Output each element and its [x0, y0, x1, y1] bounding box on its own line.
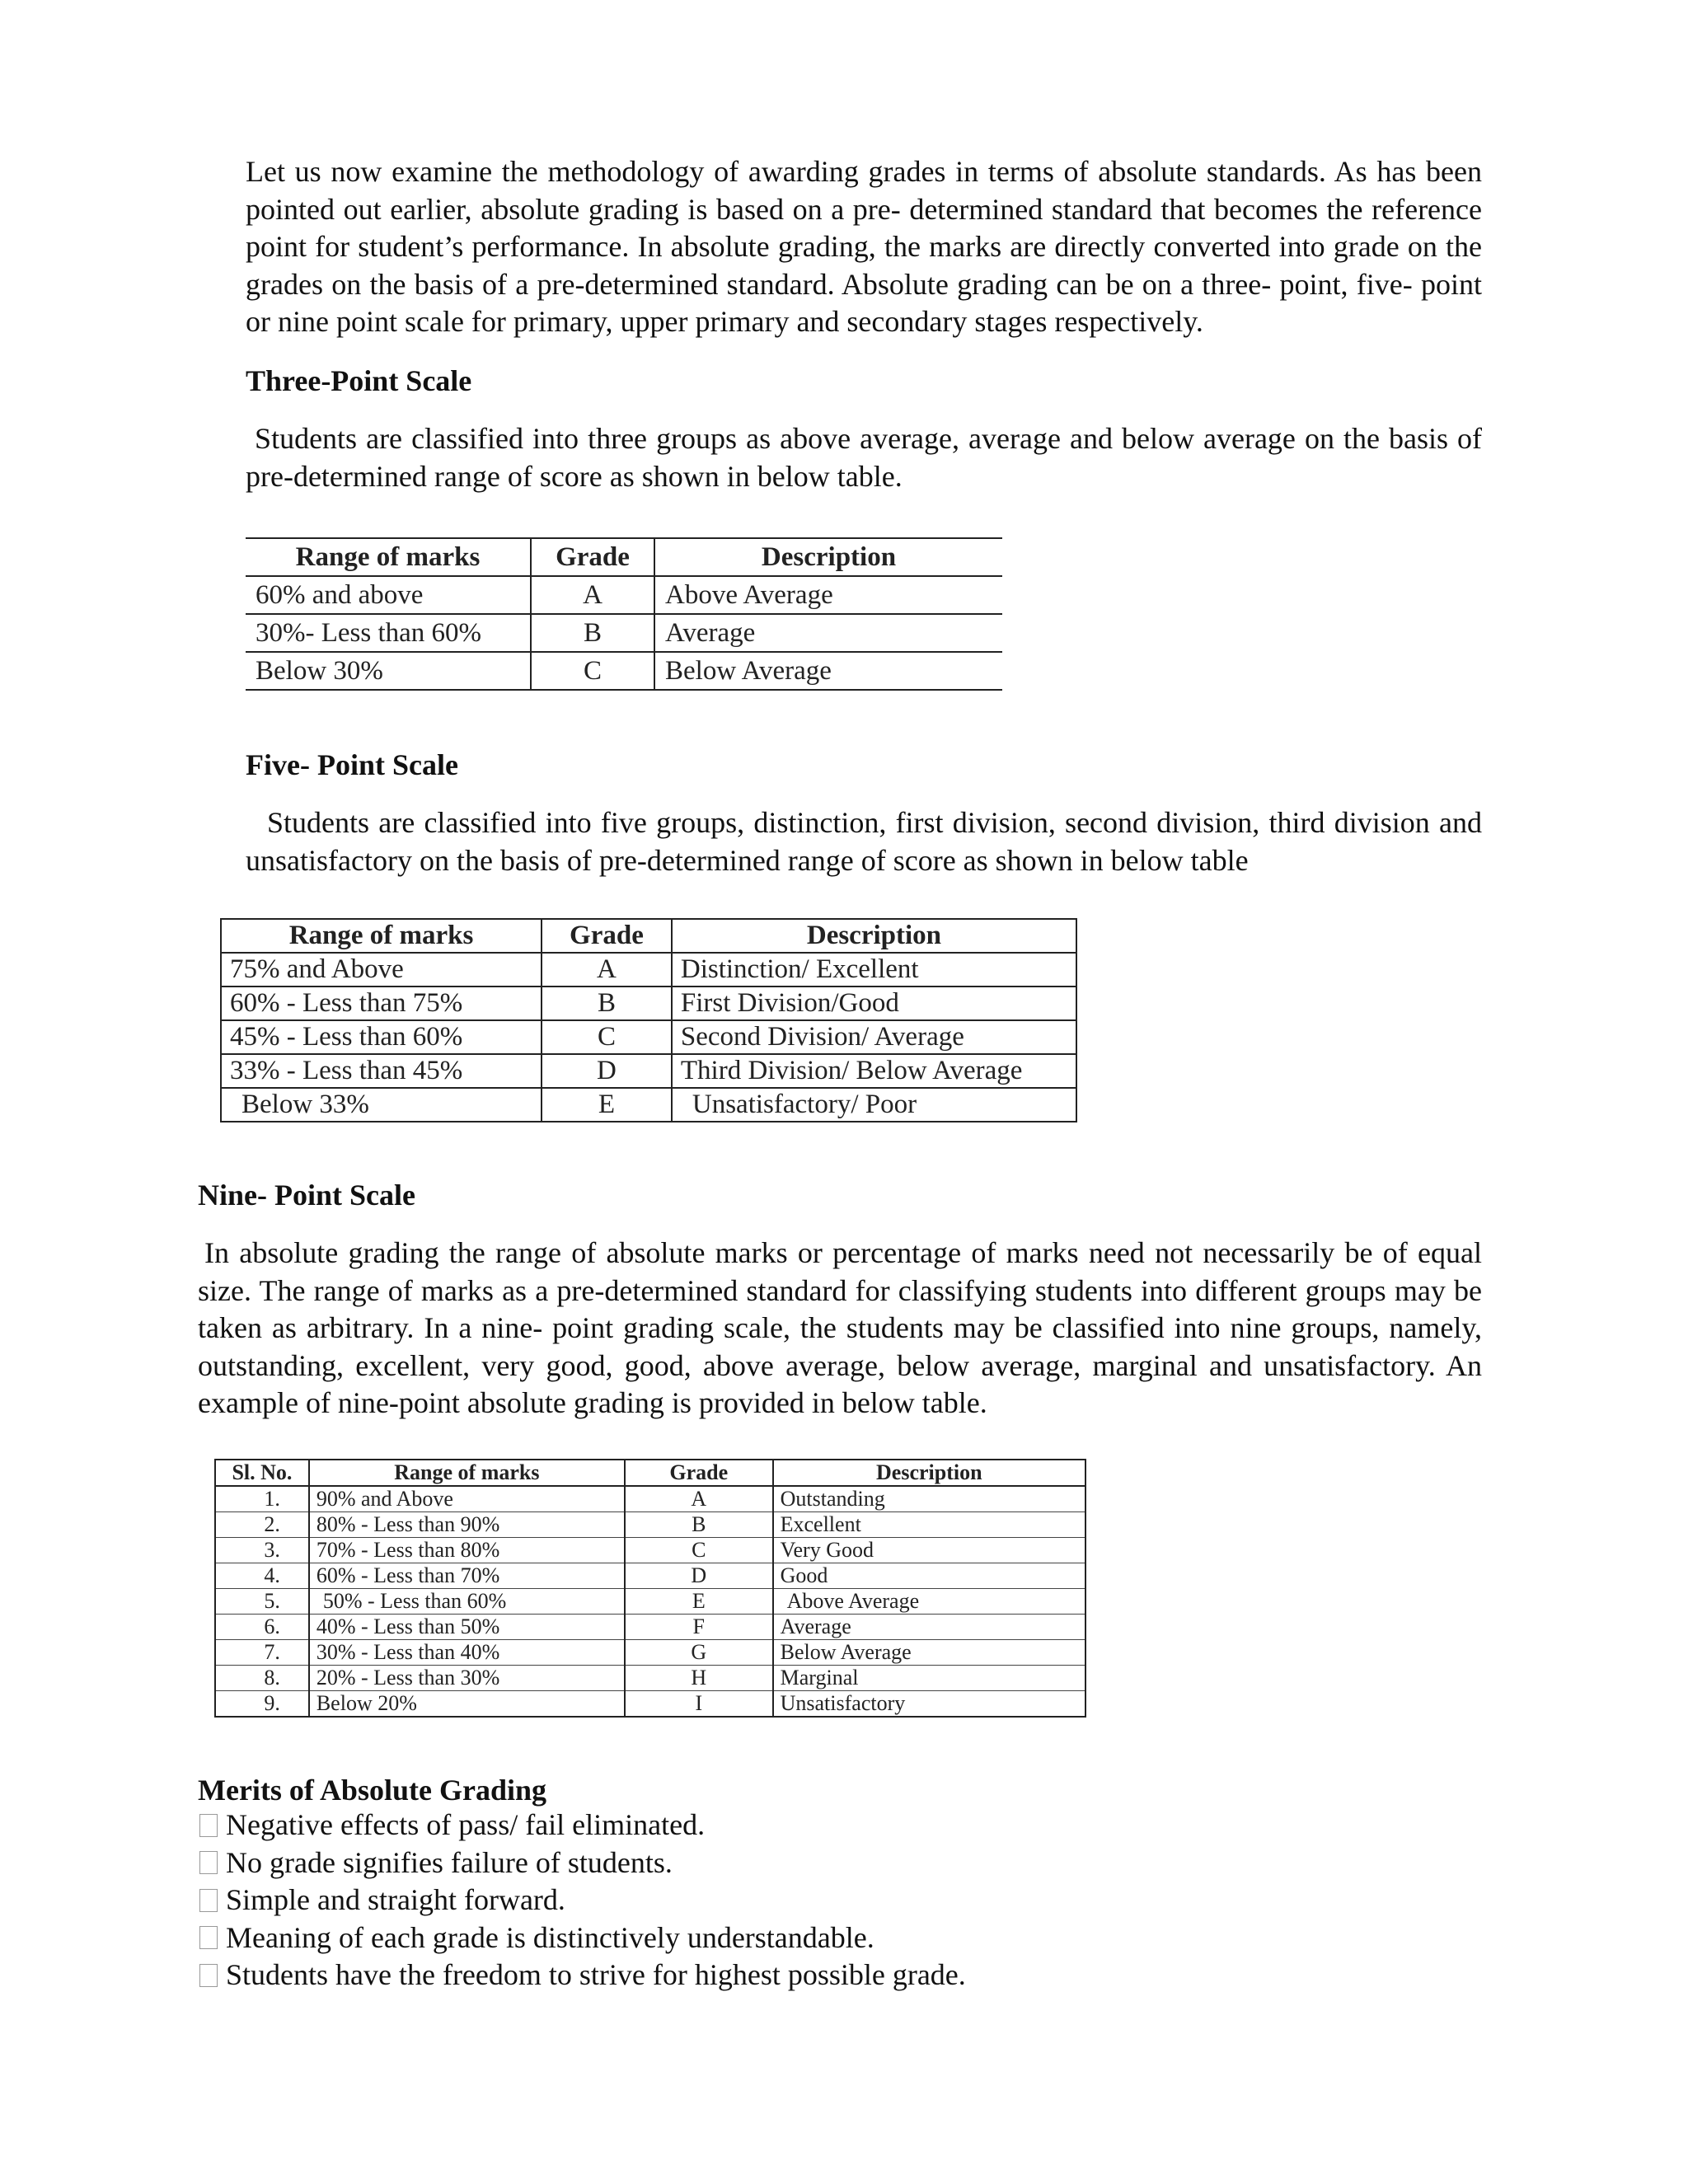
table-row — [221, 1088, 1076, 1122]
description-cell: Below Average — [773, 1640, 1085, 1666]
grade-cell: D — [542, 1054, 672, 1088]
bullet-box-icon — [199, 1964, 218, 1987]
grade-cell: B — [542, 987, 672, 1020]
list-item — [199, 1882, 966, 1919]
description-cell: Good — [773, 1563, 1085, 1589]
range-cell: 30% - Less than 40% — [309, 1640, 625, 1666]
nine-point-heading: Nine- Point Scale — [198, 1179, 415, 1212]
column-header: Range of marks — [221, 919, 542, 953]
grade-cell: A — [542, 953, 672, 987]
range-cell: 20% - Less than 30% — [309, 1666, 625, 1691]
bullet-box-icon — [199, 1926, 218, 1949]
range-cell: 60% and above — [246, 576, 531, 614]
column-header: Grade — [542, 919, 672, 953]
description-cell: Outstanding — [773, 1486, 1085, 1512]
column-header: Description — [672, 919, 1076, 953]
table-row — [215, 1538, 1085, 1563]
three-point-heading: Three-Point Scale — [246, 364, 472, 397]
column-header: Range of marks — [246, 538, 531, 576]
table-row — [221, 953, 1076, 987]
serial-cell: 7. — [215, 1640, 309, 1666]
serial-cell: 5. — [215, 1589, 309, 1615]
grade-cell: G — [625, 1640, 773, 1666]
table-row — [215, 1512, 1085, 1538]
range-cell: 70% - Less than 80% — [309, 1538, 625, 1563]
table-row — [215, 1640, 1085, 1666]
column-header: Grade — [625, 1460, 773, 1486]
range-cell: 75% and Above — [221, 953, 542, 987]
range-cell: 60% - Less than 75% — [221, 987, 542, 1020]
description-cell: Above Average — [773, 1589, 1085, 1615]
description-cell: Average — [773, 1615, 1085, 1640]
range-cell: 50% - Less than 60% — [309, 1589, 625, 1615]
table-header-row — [246, 538, 1002, 576]
table-header-row — [215, 1460, 1085, 1486]
merit-text: Students have the freedom to strive for highest possible grade. — [226, 1958, 966, 1991]
grade-cell: A — [531, 576, 654, 614]
table-row — [215, 1666, 1085, 1691]
merits-list — [199, 1807, 966, 1994]
intro-paragraph: Let us now examine the methodology of awarding grades in terms of absolute standards. As has been pointed out earlier, absolute grading is based on a pre- determined standard that becomes the reference point for student’s performance. In absolute grading, the marks are directly converted into grade on the grades on the basis of a pre-determined standard. Absolute grading can be on a three- point, five- point or nine point scale for primary, upper primary and secondary stages respectively. — [246, 155, 1482, 338]
nine-point-text: In absolute grading the range of absolute marks or percentage of marks need not necessarily be of equal size. The range of marks as a pre-determined standard for classifying students into different groups may be taken as arbitrary. In a nine- point grading scale, the students may be classified into nine groups, namely, outstanding, excellent, very good, good, above average, below average, marginal and unsatisfactory. An example of nine-point absolute grading is provided in below table. — [198, 1236, 1482, 1419]
range-cell: Below 33% — [221, 1088, 542, 1122]
table-row — [215, 1563, 1085, 1589]
description-cell: Second Division/ Average — [672, 1020, 1076, 1054]
five-point-text: Students are classified into five groups, distinction, first division, second division, third division and unsatisfactory on the basis of pre-determined range of score as shown in below table — [246, 806, 1482, 877]
merit-text: Meaning of each grade is distinctively understandable. — [226, 1920, 874, 1954]
three-point-text: Students are classified into three groups as above average, average and below average on the basis of pre-determined range of score as shown in below table. — [246, 422, 1490, 493]
three-point-table — [246, 537, 1002, 691]
table-row — [215, 1486, 1085, 1512]
description-cell: Very Good — [773, 1538, 1085, 1563]
grade-cell: A — [625, 1486, 773, 1512]
column-header: Description — [773, 1460, 1085, 1486]
serial-cell: 9. — [215, 1691, 309, 1718]
grade-cell: D — [625, 1563, 773, 1589]
table-row — [221, 1054, 1076, 1088]
serial-cell: 2. — [215, 1512, 309, 1538]
grade-cell: H — [625, 1666, 773, 1691]
grade-cell: E — [542, 1088, 672, 1122]
table-row — [246, 576, 1002, 614]
serial-cell: 1. — [215, 1486, 309, 1512]
range-cell: 33% - Less than 45% — [221, 1054, 542, 1088]
list-item — [199, 1807, 966, 1844]
table-header-row — [221, 919, 1076, 953]
description-cell: Third Division/ Below Average — [672, 1054, 1076, 1088]
range-cell: 30%- Less than 60% — [246, 614, 531, 652]
merit-text: Simple and straight forward. — [226, 1883, 565, 1916]
bullet-box-icon — [199, 1851, 218, 1874]
description-cell: Average — [654, 614, 1002, 652]
grade-cell: C — [531, 652, 654, 690]
table-row — [215, 1589, 1085, 1615]
serial-cell: 3. — [215, 1538, 309, 1563]
description-cell: Unsatisfactory/ Poor — [672, 1088, 1076, 1122]
table-row — [246, 652, 1002, 690]
grade-cell: B — [625, 1512, 773, 1538]
description-cell: Distinction/ Excellent — [672, 953, 1076, 987]
grade-cell: I — [625, 1691, 773, 1718]
list-item — [199, 1957, 966, 1994]
merits-heading: Merits of Absolute Grading — [198, 1774, 546, 1807]
five-point-heading: Five- Point Scale — [246, 748, 458, 781]
range-cell: 60% - Less than 70% — [309, 1563, 625, 1589]
description-cell: First Division/Good — [672, 987, 1076, 1020]
table-row — [246, 614, 1002, 652]
range-cell: Below 20% — [309, 1691, 625, 1718]
nine-point-table — [214, 1459, 1086, 1718]
description-cell: Marginal — [773, 1666, 1085, 1691]
merit-text: No grade signifies failure of students. — [226, 1845, 673, 1879]
bullet-box-icon — [199, 1889, 218, 1912]
serial-cell: 4. — [215, 1563, 309, 1589]
bullet-box-icon — [199, 1814, 218, 1837]
range-cell: Below 30% — [246, 652, 531, 690]
list-item — [199, 1844, 966, 1882]
five-point-table — [220, 918, 1077, 1122]
grade-cell: B — [531, 614, 654, 652]
description-cell: Excellent — [773, 1512, 1085, 1538]
grade-cell: C — [625, 1538, 773, 1563]
list-item — [199, 1919, 966, 1957]
serial-cell: 8. — [215, 1666, 309, 1691]
serial-cell: 6. — [215, 1615, 309, 1640]
column-header: Grade — [531, 538, 654, 576]
column-header: Description — [654, 538, 1002, 576]
table-row — [215, 1691, 1085, 1718]
table-row — [221, 1020, 1076, 1054]
range-cell: 80% - Less than 90% — [309, 1512, 625, 1538]
column-header: Range of marks — [309, 1460, 625, 1486]
description-cell: Unsatisfactory — [773, 1691, 1085, 1718]
description-cell: Above Average — [654, 576, 1002, 614]
grade-cell: E — [625, 1589, 773, 1615]
range-cell: 90% and Above — [309, 1486, 625, 1512]
merit-text: Negative effects of pass/ fail eliminated. — [226, 1808, 706, 1841]
description-cell: Below Average — [654, 652, 1002, 690]
grade-cell: C — [542, 1020, 672, 1054]
column-header: Sl. No. — [215, 1460, 309, 1486]
range-cell: 45% - Less than 60% — [221, 1020, 542, 1054]
range-cell: 40% - Less than 50% — [309, 1615, 625, 1640]
grade-cell: F — [625, 1615, 773, 1640]
table-row — [215, 1615, 1085, 1640]
table-row — [221, 987, 1076, 1020]
